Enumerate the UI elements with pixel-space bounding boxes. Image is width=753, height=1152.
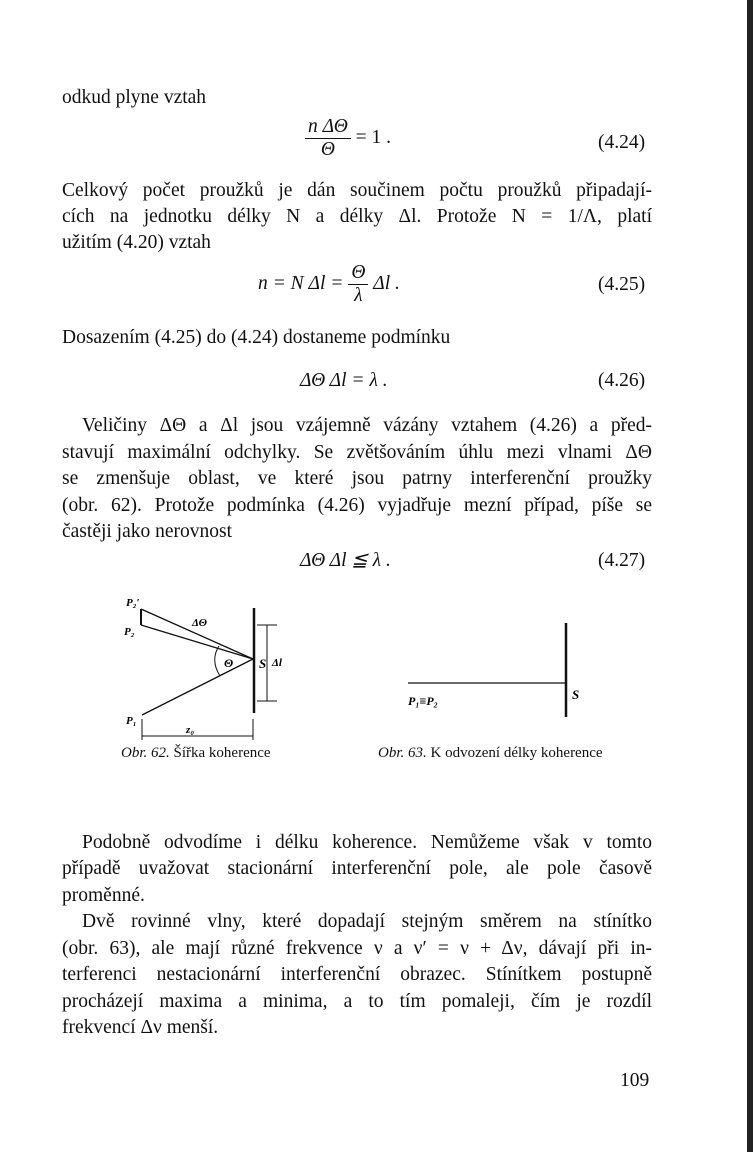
text-line: Dosazením (4.25) do (4.24) dostaneme podmínku <box>62 327 451 348</box>
text-line: častěji jako nerovnost <box>62 521 233 542</box>
label-z0: z₀ <box>186 724 195 736</box>
eq-rhs: = 1 . <box>355 126 392 148</box>
equation-number: (4.27) <box>598 550 646 571</box>
text-line: procházejí maxima a minima, a to tím pomaleji, čím je rozdíl <box>62 991 652 1012</box>
eq-rhs: Δl . <box>373 272 400 294</box>
eq-numerator: Θ <box>348 262 368 285</box>
text-line: cích na jednotku délky N a délky Δl. Protože N = 1/Λ, platí <box>62 206 652 227</box>
eq-numerator: n ΔΘ <box>305 116 351 139</box>
caption-prefix: Obr. 63. <box>378 745 427 761</box>
text-line: Veličiny ΔΘ a Δl jsou vzájemně vázány vztahem (4.26) a před- <box>82 415 652 436</box>
caption-prefix: Obr. 62. <box>121 745 170 761</box>
figure-63-caption <box>378 745 603 762</box>
text-line: užitím (4.20) vztah <box>62 232 211 253</box>
text-line: frekvencí Δν menší. <box>62 1017 219 1038</box>
figure-62 <box>120 590 320 736</box>
text-line: případě uvažovat stacionární interferenční pole, ale pole časově <box>62 858 652 879</box>
text-line: Podobně odvodíme i délku koherence. Nemůžeme však v tomto <box>82 832 652 853</box>
caption-text: Šířka koherence <box>173 745 271 761</box>
label-p2: P₂ <box>124 626 135 638</box>
equation-4-27: ΔΘ Δl ≦ λ . <box>300 550 391 571</box>
equation-number: (4.26) <box>598 370 646 391</box>
text-line: se zmenšuje oblast, ve které jsou patrny interferenční proužky <box>62 468 652 489</box>
text-line: Celkový počet proužků je dán součinem počtu proužků připadají- <box>62 180 652 201</box>
figure-63 <box>400 615 600 725</box>
text-line: Dvě rovinné vlny, které dopadají stejným směrem na stínítko <box>82 911 652 932</box>
text-line: proměnné. <box>62 885 145 906</box>
label-theta: Θ <box>224 656 234 670</box>
equation-number: (4.25) <box>598 274 646 295</box>
text-line: (obr. 62). Protože podmínka (4.26) vyjadřuje mezní případ, píše se <box>62 495 652 516</box>
equation-4-25 <box>258 262 400 307</box>
label-p2-prime: P₂′ <box>126 597 140 609</box>
label-s: S <box>572 687 580 702</box>
label-delta-theta: ΔΘ <box>192 617 208 629</box>
label-delta-l: Δl <box>272 657 282 669</box>
equation-number: (4.24) <box>598 132 646 153</box>
text-line: odkud plyne vztah <box>62 87 207 108</box>
equation-4-24 <box>305 116 391 161</box>
equation-4-26: ΔΘ Δl = λ . <box>300 370 388 391</box>
label-p1: P₁ <box>126 715 137 727</box>
scan-edge <box>747 0 753 1152</box>
text-line: terferenci nestacionární interferenční obrazec. Stínítkem postupně <box>62 964 652 985</box>
caption-text: K odvození délky koherence <box>430 745 603 761</box>
eq-denominator: λ <box>354 285 363 306</box>
label-s: S <box>259 656 267 671</box>
label-p1-p2: P₁≡P₂ <box>408 694 438 708</box>
text-line: (obr. 63), ale mají různé frekvence ν a ν′ = ν + Δν, dávají při in- <box>62 938 652 959</box>
text-line: stavují maximální odchylky. Se zvětšováním úhlu mezi vlnami ΔΘ <box>62 442 652 463</box>
figure-62-caption <box>121 745 271 762</box>
eq-denominator: Θ <box>320 139 335 160</box>
page-number: 109 <box>620 1070 650 1091</box>
eq-lhs: n = N Δl = <box>258 272 344 294</box>
